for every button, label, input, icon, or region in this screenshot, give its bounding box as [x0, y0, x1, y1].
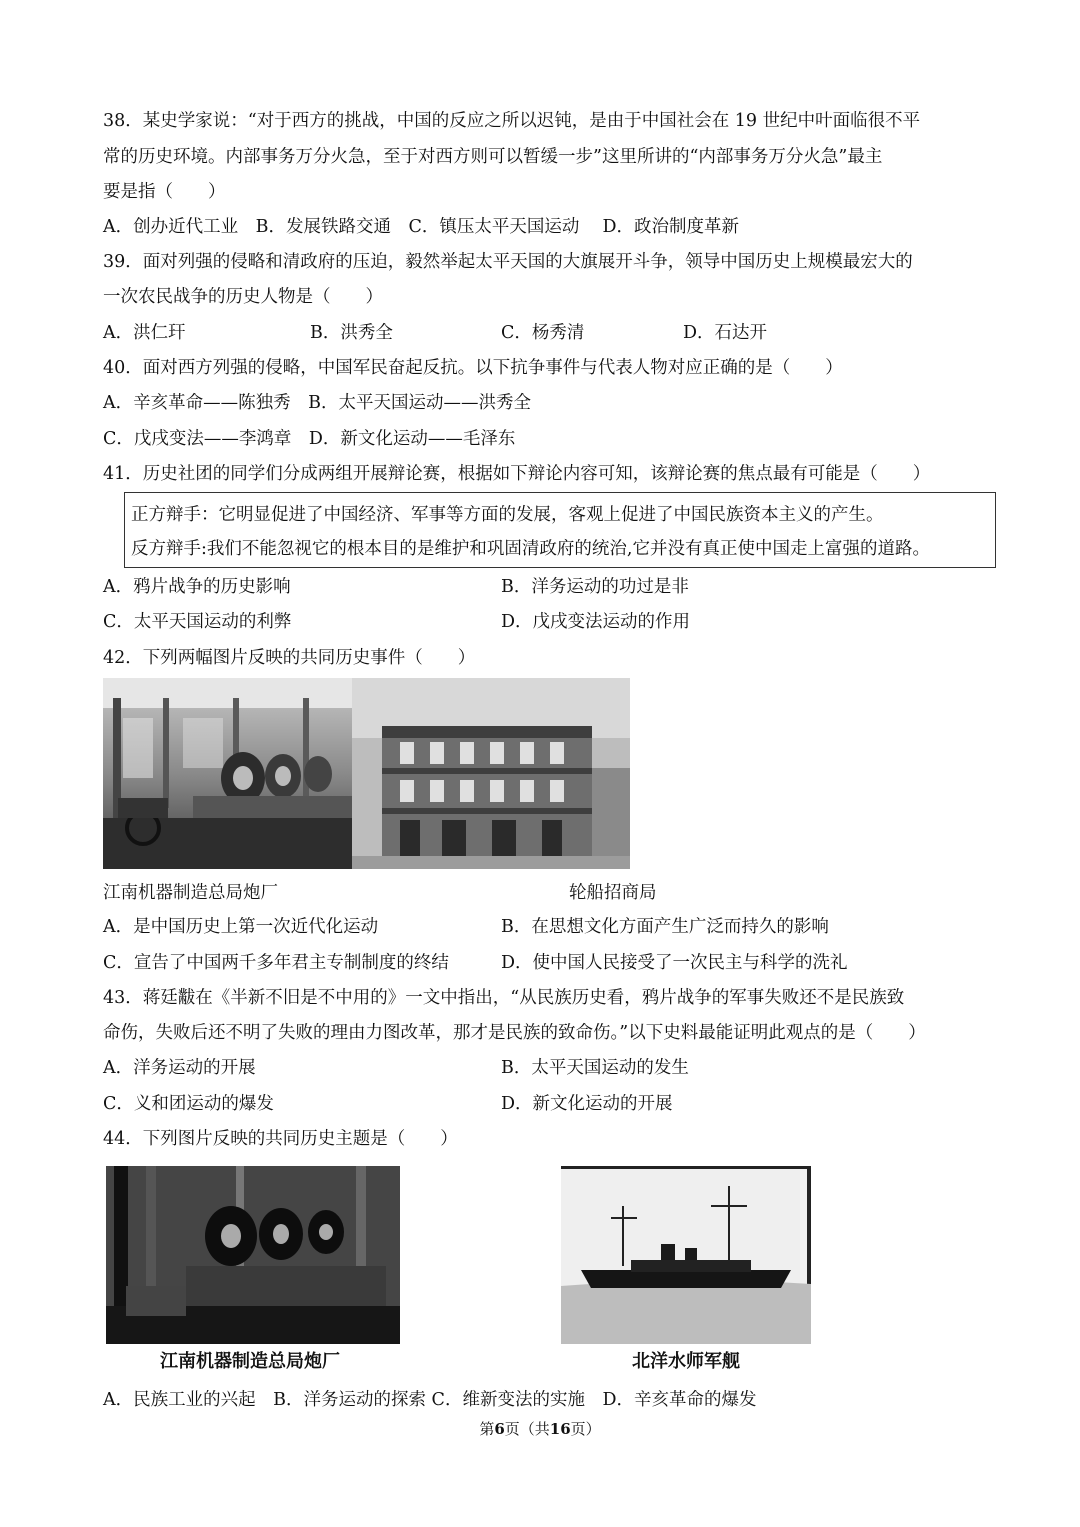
q41-con-argument: 反方辩手:我们不能忽视它的根本目的是维护和巩固清政府的统治,它并没有真正使中国走上富强的道路。 — [131, 539, 930, 559]
q44-stem: 44．下列图片反映的共同历史主题是（ ） — [103, 1129, 458, 1149]
q44-options: A．民族工业的兴起 B．洋务运动的探索 C．维新变法的实施 D．辛亥革命的爆发 — [103, 1390, 757, 1410]
footer-middle: 页（共 — [504, 1420, 550, 1438]
q43-stem-line1: 43．蒋廷黻在《半新不旧是不中用的》一文中指出，“从民族历史看，鸦片战争的军事失败还不是民族致 — [103, 988, 905, 1008]
q40-options-row2: C．戊戌变法——李鸿章 D．新文化运动——毛泽东 — [103, 429, 516, 449]
q40-stem: 40．面对西方列强的侵略，中国军民奋起反抗。以下抗争事件与代表人物对应正确的是（ ） — [103, 358, 843, 378]
q44-caption-left: 江南机器制造总局炮厂 — [160, 1351, 340, 1372]
q42-caption-left: 江南机器制造总局炮厂 — [103, 883, 278, 903]
q41-stem: 41．历史社团的同学们分成两组开展辩论赛，根据如下辩论内容可知，该辩论赛的焦点最有可能是（ ） — [103, 464, 931, 484]
q43-option-b: B．太平天国运动的发生 — [501, 1058, 689, 1078]
q42-option-a: A．是中国历史上第一次近代化运动 — [103, 917, 379, 937]
q38-options: A．创办近代工业 B．发展铁路交通 C．镇压太平天国运动 D．政治制度革新 — [103, 217, 739, 237]
q41-option-d: D．戊戌变法运动的作用 — [501, 612, 691, 632]
q39-option-b: B．洪秀全 — [310, 323, 393, 343]
q43-option-c: C．义和团运动的爆发 — [103, 1094, 274, 1114]
q42-option-d: D．使中国人民接受了一次民主与科学的洗礼 — [501, 953, 848, 973]
q43-stem-line2: 命伤，失败后还不明了失败的理由力图改革，那才是民族的致命伤。”以下史料最能证明此观点的是（ ） — [103, 1023, 926, 1043]
beiyang-fleet-warship-photo — [561, 1166, 811, 1344]
q39-stem-line1: 39．面对列强的侵略和清政府的压迫，毅然举起太平天国的大旗展开斗争，领导中国历史上规模最宏大的 — [103, 252, 913, 272]
footer-suffix: 页） — [570, 1420, 601, 1438]
footer-page-number: 6 — [494, 1420, 505, 1438]
q38-stem-line3: 要是指（ ） — [103, 182, 226, 202]
q44-caption-right: 北洋水师军舰 — [632, 1351, 740, 1372]
q43-option-d: D．新文化运动的开展 — [501, 1094, 673, 1114]
q41-option-b: B．洋务运动的功过是非 — [501, 577, 689, 597]
merchants-steam-navigation-photo — [352, 678, 630, 869]
q42-option-b: B．在思想文化方面产生广泛而持久的影响 — [501, 917, 829, 937]
footer-total-pages: 16 — [549, 1420, 571, 1438]
q42-caption-right: 轮船招商局 — [569, 883, 657, 903]
page-footer — [0, 1418, 1080, 1440]
q38-stem-line2: 常的历史环境。内部事务万分火急，至于对西方则可以暂缓一步”这里所讲的“内部事务万分火急”最主 — [103, 147, 883, 167]
q39-option-c: C．杨秀清 — [501, 323, 585, 343]
q41-debate-box — [124, 492, 996, 568]
q42-stem: 42．下列两幅图片反映的共同历史事件（ ） — [103, 648, 476, 668]
q39-stem-line2: 一次农民战争的历史人物是（ ） — [103, 287, 383, 307]
q41-option-c: C．太平天国运动的利弊 — [103, 612, 292, 632]
q42-option-c: C．宣告了中国两千多年君主专制制度的终结 — [103, 953, 449, 973]
arsenal-factory-print-photo — [106, 1166, 400, 1344]
q41-pro-argument: 正方辩手：它明显促进了中国经济、军事等方面的发展，客观上促进了中国民族资本主义的产生。 — [131, 505, 884, 525]
q43-option-a: A．洋务运动的开展 — [103, 1058, 256, 1078]
footer-prefix: 第 — [479, 1420, 495, 1438]
q39-option-a: A．洪仁玕 — [103, 323, 186, 343]
q41-option-a: A．鸦片战争的历史影响 — [103, 577, 291, 597]
arsenal-factory-photo — [103, 678, 352, 869]
q38-stem-line1: 38．某史学家说：“对于西方的挑战，中国的反应之所以迟钝，是由于中国社会在 19 世纪中叶面临很不平 — [103, 111, 921, 131]
q39-option-d: D．石达开 — [683, 323, 768, 343]
q40-options-row1: A．辛亥革命——陈独秀 B．太平天国运动——洪秀全 — [103, 393, 531, 413]
